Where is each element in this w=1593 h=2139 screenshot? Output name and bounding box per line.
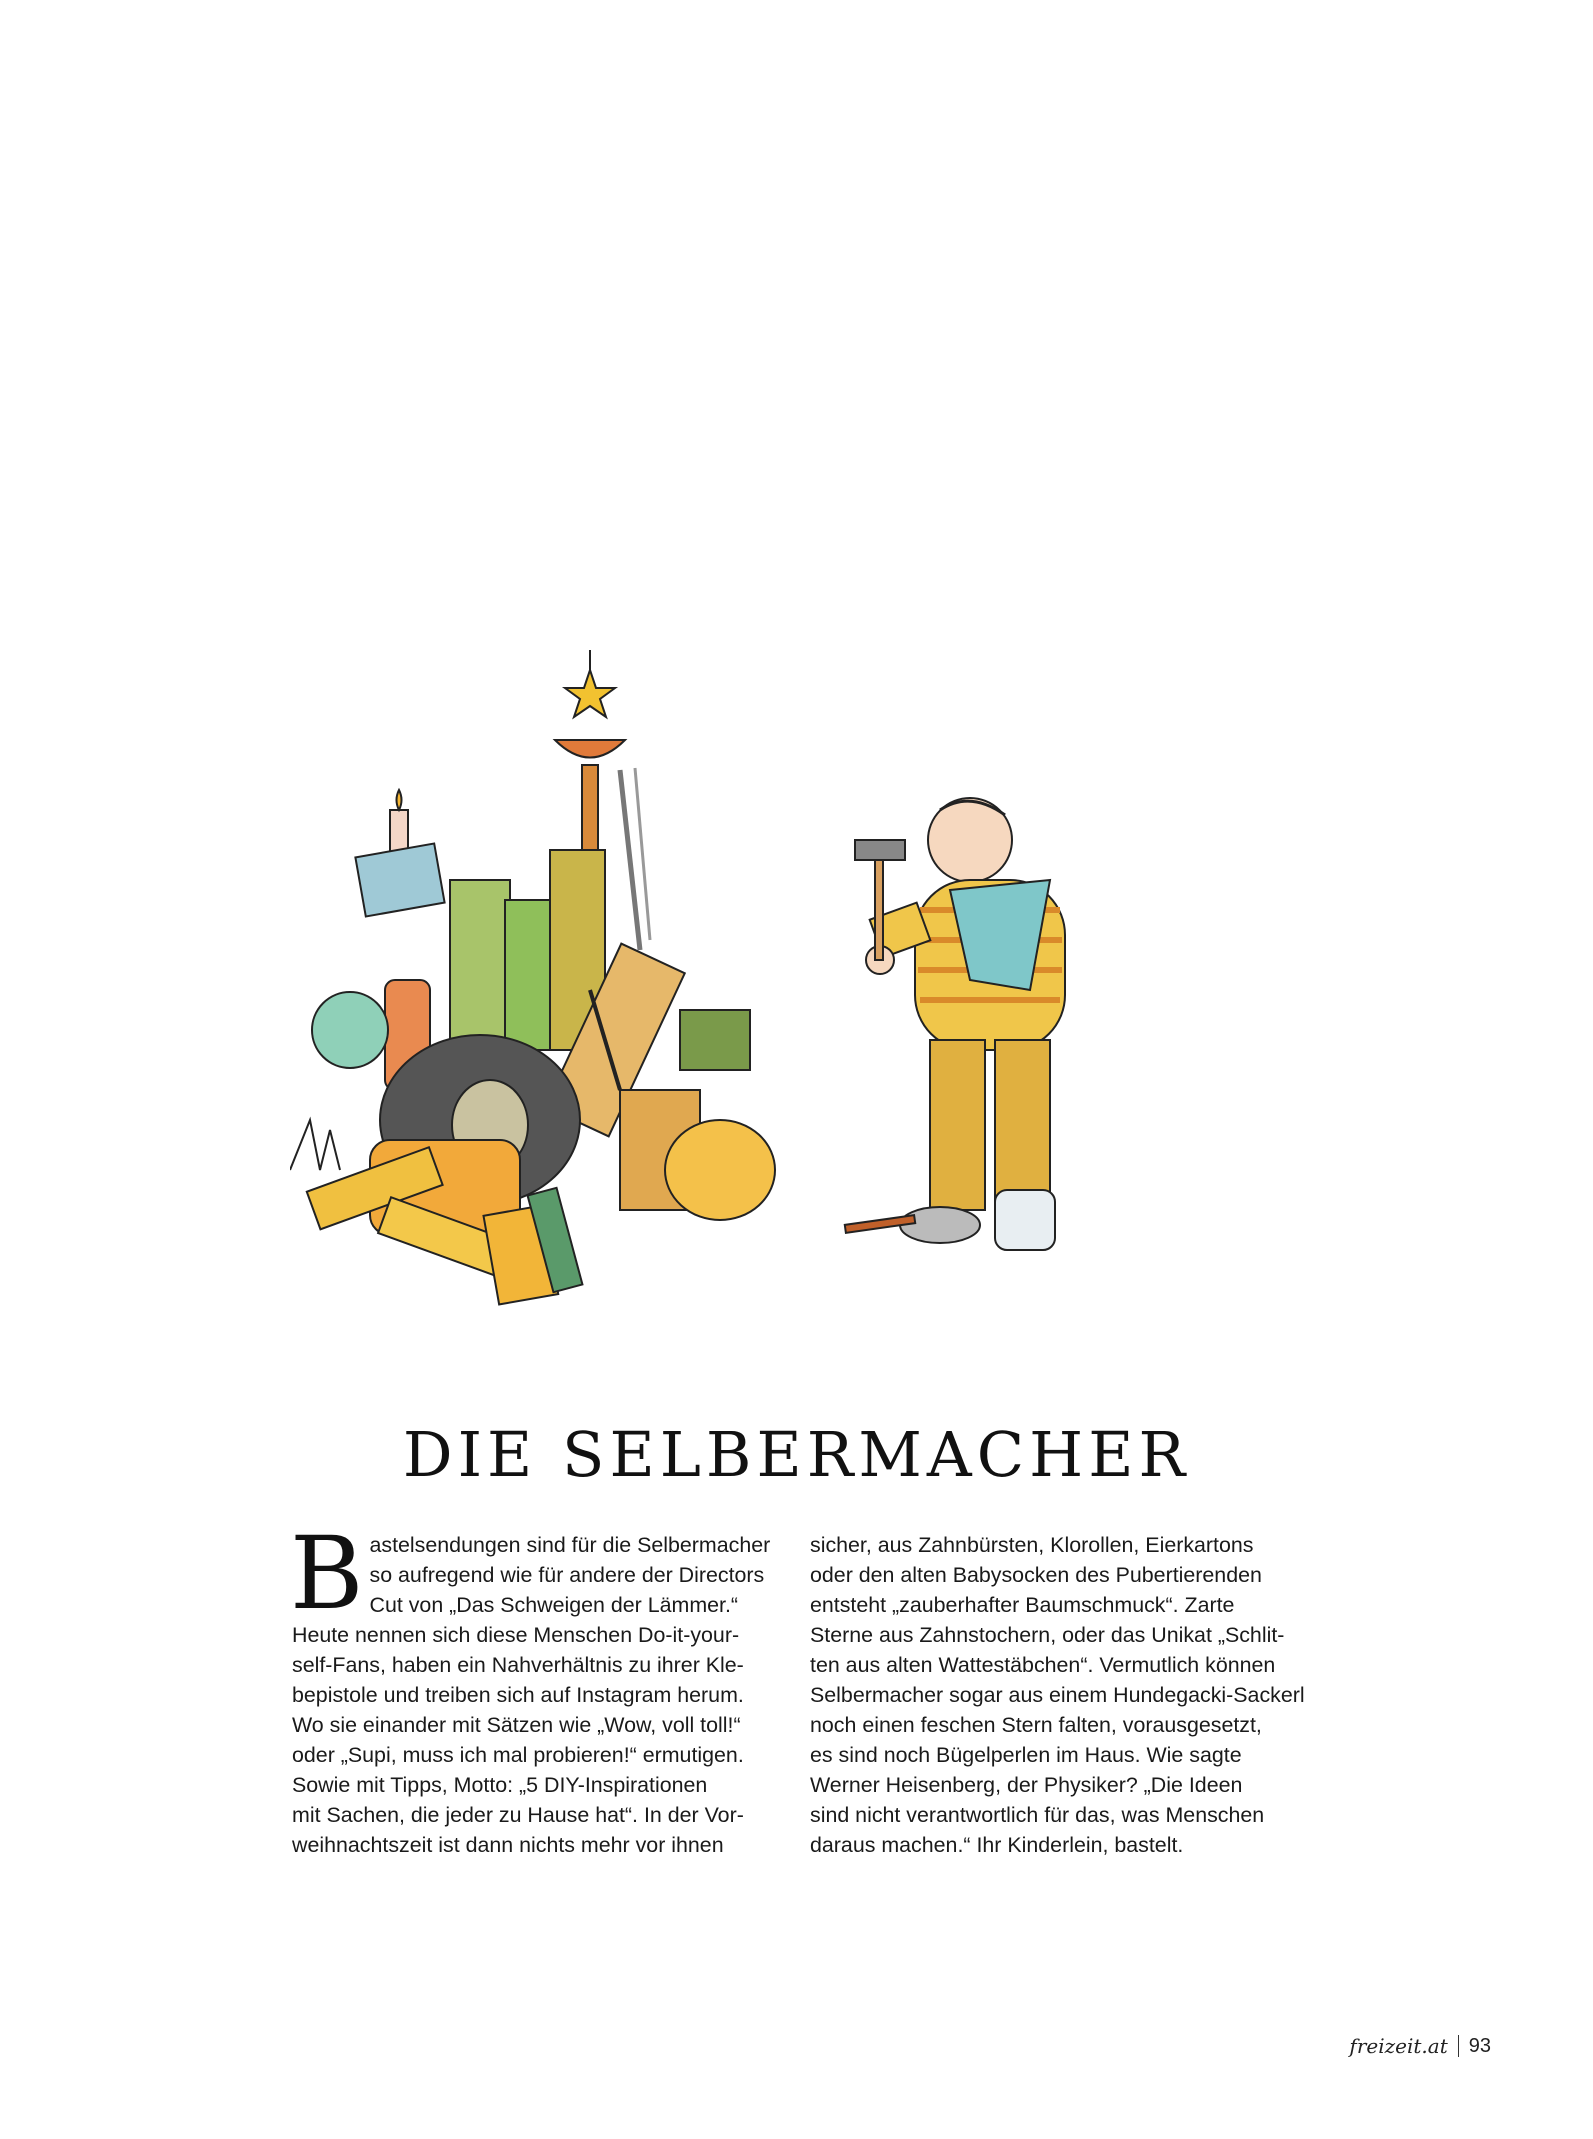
brand-name: freizeit.at — [1349, 2034, 1448, 2058]
illustration — [290, 650, 1310, 1330]
text-line: Selbermacher sogar aus einem Hundegacki-Sackerl — [810, 1683, 1305, 1707]
handyman-figure — [845, 798, 1065, 1250]
text-line: Sowie mit Tipps, Motto: „5 DIY-Inspirationen — [292, 1773, 708, 1797]
text-line: Heute nennen sich diese Menschen Do-it-your- — [292, 1623, 740, 1647]
drop-cap: B — [290, 1515, 364, 1632]
text-line: bepistole und treiben sich auf Instagram herum. — [292, 1683, 744, 1707]
text-line: daraus machen.“ Ihr Kinderlein, bastelt. — [810, 1833, 1184, 1857]
text-line: sicher, aus Zahnbürsten, Klorollen, Eierkartons — [810, 1533, 1254, 1557]
text-line: self-Fans, haben ein Nahverhältnis zu ihrer Kle- — [292, 1653, 744, 1677]
junk-pile — [290, 650, 775, 1304]
text-line: Cut von „Das Schweigen der Lämmer.“ — [369, 1593, 739, 1617]
text-line: ten aus alten Wattestäbchen“. Vermutlich können — [810, 1653, 1276, 1677]
text-line: astelsendungen sind für die Selbermacher — [369, 1533, 771, 1557]
text-line: Sterne aus Zahnstochern, oder das Unikat „Schlit- — [810, 1623, 1285, 1647]
page-number: 93 — [1468, 2034, 1491, 2057]
text-line: Werner Heisenberg, der Physiker? „Die Ideen — [810, 1773, 1243, 1797]
text-line: noch einen feschen Stern falten, vorausgesetzt, — [810, 1713, 1262, 1737]
page-footer — [1349, 2034, 1491, 2058]
text-line: sind nicht verantwortlich für das, was Menschen — [810, 1803, 1265, 1827]
text-line: es sind noch Bügelperlen im Haus. Wie sagte — [810, 1743, 1242, 1767]
text-line: so aufregend wie für andere der Directors — [369, 1563, 765, 1587]
text-line: weihnachtszeit ist dann nichts mehr vor ihnen — [292, 1833, 724, 1857]
article-column-left — [290, 1515, 782, 1860]
text-line: oder „Supi, muss ich mal probieren!“ ermutigen. — [292, 1743, 744, 1767]
text-line: oder den alten Babysocken des Pubertierenden — [810, 1563, 1262, 1587]
star-icon — [565, 670, 615, 717]
text-line: entsteht „zauberhafter Baumschmuck“. Zarte — [810, 1593, 1235, 1617]
text-line: mit Sachen, die jeder zu Hause hat“. In der Vor- — [292, 1803, 744, 1827]
article-title: DIE SELBERMACHER — [402, 1418, 1191, 1491]
text-line: Wo sie einander mit Sätzen wie „Wow, voll toll!“ — [292, 1713, 741, 1737]
footer-divider — [1458, 2035, 1459, 2057]
article-column-right — [810, 1530, 1305, 1860]
